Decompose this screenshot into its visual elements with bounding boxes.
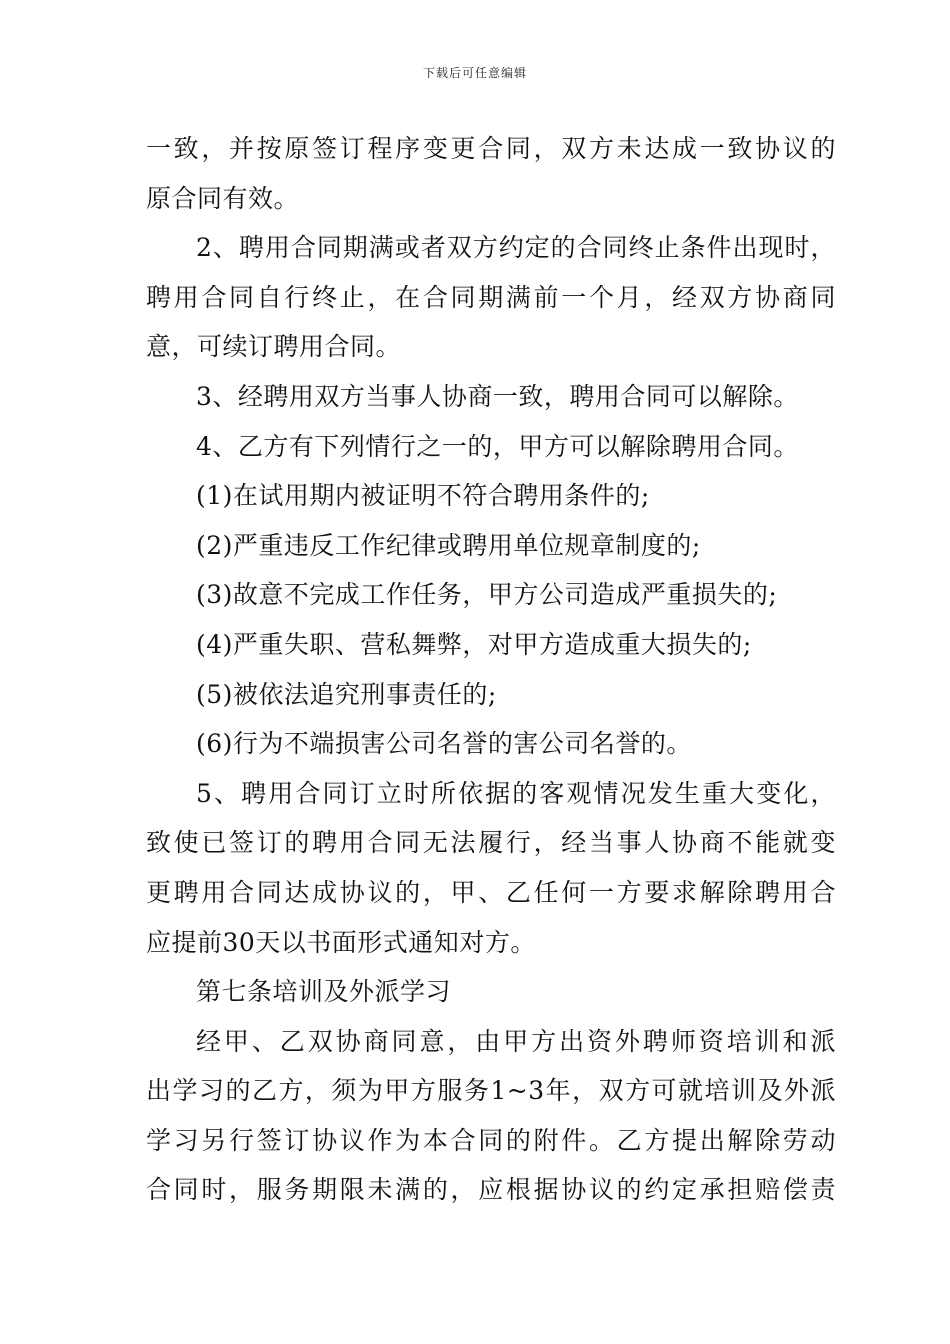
text-line: 意，可续订聘用合同。	[146, 332, 402, 362]
text-line: (5)被依法追究刑事责任的;	[196, 679, 497, 709]
page-header: 下载后可任意编辑	[422, 66, 527, 80]
text-line: (6)行为不端损害公司名誉的害公司名誉的。	[196, 729, 692, 759]
text-line: (3)故意不完成工作任务，甲方公司造成严重损失的;	[196, 580, 778, 610]
document-body	[146, 124, 836, 1215]
text-line: 合同时，服务期限未满的，应根据协议的约定承担赔偿责	[146, 1175, 836, 1205]
text-line: 4、乙方有下列情行之一的，甲方可以解除聘用合同。	[196, 431, 799, 461]
section-heading: 第七条培训及外派学习	[196, 977, 452, 1007]
text-line: 聘用合同自行终止，在合同期满前一个月，经双方协商同	[146, 282, 836, 312]
text-line: 原合同有效。	[146, 183, 300, 213]
text-line: 一致，并按原签订程序变更合同，双方未达成一致协议的	[146, 134, 836, 163]
text-line: 学习另行签订协议作为本合同的附件。乙方提出解除劳动	[146, 1125, 836, 1155]
text-line: 更聘用合同达成协议的，甲、乙任何一方要求解除聘用合	[146, 877, 836, 907]
text-line: 3、经聘用双方当事人协商一致，聘用合同可以解除。	[196, 381, 799, 411]
text-line: 应提前30天以书面形式通知对方。	[146, 927, 536, 957]
text-line: (4)严重失职、营私舞弊，对甲方造成重大损失的;	[196, 629, 752, 659]
text-line: 出学习的乙方，须为甲方服务1~3年，双方可就培训及外派	[146, 1076, 836, 1106]
text-line: 经甲、乙双协商同意，由甲方出资外聘师资培训和派	[196, 1026, 836, 1056]
text-line: 致使已签订的聘用合同无法履行，经当事人协商不能就变	[146, 828, 836, 858]
text-line: (2)严重违反工作纪律或聘用单位规章制度的;	[196, 530, 701, 560]
text-line: 2、聘用合同期满或者双方约定的合同终止条件出现时，	[196, 233, 836, 263]
text-line: (1)在试用期内被证明不符合聘用条件的;	[196, 481, 650, 511]
text-line: 5、聘用合同订立时所依据的客观情况发生重大变化，	[196, 778, 836, 808]
